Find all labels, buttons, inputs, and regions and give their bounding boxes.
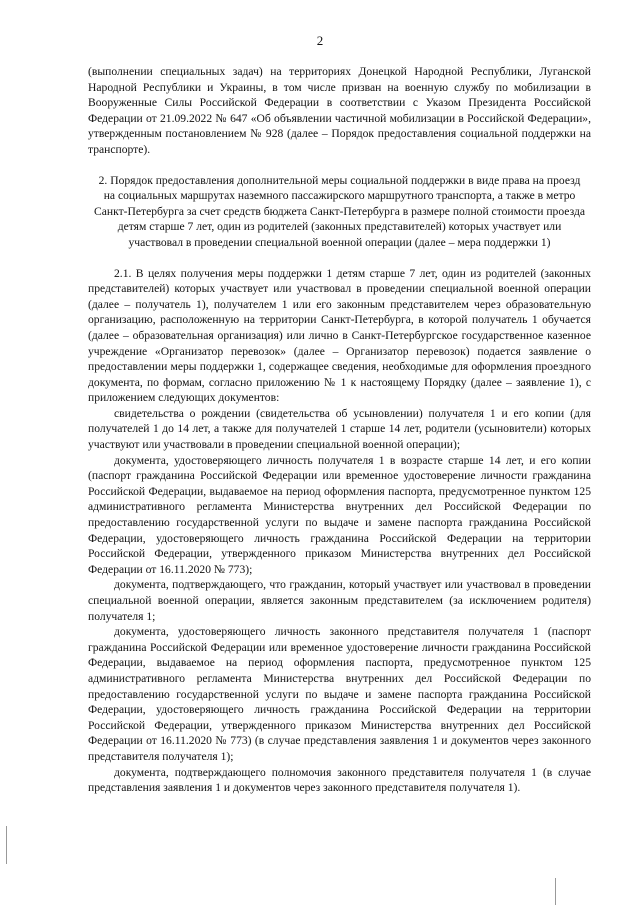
page-number: 2 bbox=[316, 33, 324, 48]
list-item-legal-representative-status: документа, подтверждающего, что гражданин, который участвует или участвовал в проведении специальной военной операции, является законным представителем (за исключением родителя) получателя 1; bbox=[88, 578, 591, 623]
list-item-representative-id: документа, удостоверяющего личность законного представителя получателя 1 (паспорт гражданина Российской Федерации или временное удостоверение личности гражданина Российской Федерации, выдаваемое на период оформления паспорта, предусмотренное пунктом 125 административного регламента Министерства внутренних дел Российской Федерации по предоставлению государственной услуги по выдаче и замене паспорта гражданина Российской Федерации, удостоверяющего личность гражданина Российской Федерации на территории Российской Федерации, утвержденного приказом Министерства внутренних дел Российской Федерации от 16.11.2020 № 773) (в случае представления заявления 1 и документов через законного представителя получателя 1); bbox=[88, 625, 591, 763]
scan-artifact-right bbox=[555, 878, 556, 905]
scan-artifact-left bbox=[6, 826, 7, 864]
paragraph-2-1: 2.1. В целях получения меры поддержки 1 детям старше 7 лет, один из родителей (законных представителей) которых участвует или участвовал в проведении специальной военной операции (далее – получатель 1), получателем 1 или его законным представителем через образовательную организацию, расположенную на территории Санкт-Петербурга, в которой получатель 1 обучается (далее – образовательная организация) или лично в Санкт-Петербургское государственное казенное учреждение «Организатор перевозок» (далее – Организатор перевозок) подается заявление о предоставлении меры поддержки 1, содержащее сведения, необходимые для оформления проездного документа, по формам, согласно приложению № 1 к настоящему Порядку (далее – заявление 1), с приложением следующих документов: bbox=[88, 266, 591, 405]
list-item-birth-certificate: свидетельства о рождении (свидетельства об усыновлении) получателя 1 и его копии (для получателей 1 до 14 лет, а также для получателей 1 старше 14 лет, родители (усыновители) которых участвуют или участвовали в проведении специальной военной операции); bbox=[88, 406, 591, 452]
section-2-heading: 2. Порядок предоставления дополнительной меры социальной поддержки в виде права на проезд на социальных маршрутах наземного пассажирского маршрутного транспорта, а также в метро Санкт-Петербурга за счет средств бюджета Санкт-Петербурга в размере полной стоимости проезда детям старше 7 лет, один из родителей (законных представителей) которых участвует или участвовал в проведении специальной военной операции (далее – мера поддержки 1) bbox=[94, 173, 585, 249]
list-item-recipient-id: документа, удостоверяющего личность получателя 1 в возрасте старше 14 лет, и его копии (паспорт гражданина Российской Федерации или временное удостоверение личности гражданина Российской Федерации, выдаваемое на период оформления паспорта, предусмотренное пунктом 125 административного регламента Министерства внутренних дел Российской Федерации по предоставлению государственной услуги по выдаче и замене паспорта гражданина Российской Федерации, удостоверяющего личность гражданина Российской Федерации на территории Российской Федерации, утвержденного приказом Министерства внутренних дел Российской Федерации от 16.11.2020 № 773); bbox=[88, 453, 591, 576]
section-1-continuation: (выполнении специальных задач) на территориях Донецкой Народной Республики, Луганской Народной Республики и Украины, в том числе призван на военную службу по мобилизации в Вооруженные Силы Российской Федерации в соответствии с Указом Президента Российской Федерации от 21.09.2022 № 647 «Об объявлении частичной мобилизации в Российской Федерации», утвержденным постановлением № 928 (далее – Порядок предоставления социальной поддержки на транспорте). bbox=[88, 65, 591, 156]
list-item-representative-authority: документа, подтверждающего полномочия законного представителя получателя 1 (в случае представления заявления 1 и документов через законного представителя получателя 1). bbox=[88, 765, 591, 795]
document-body bbox=[88, 64, 591, 796]
